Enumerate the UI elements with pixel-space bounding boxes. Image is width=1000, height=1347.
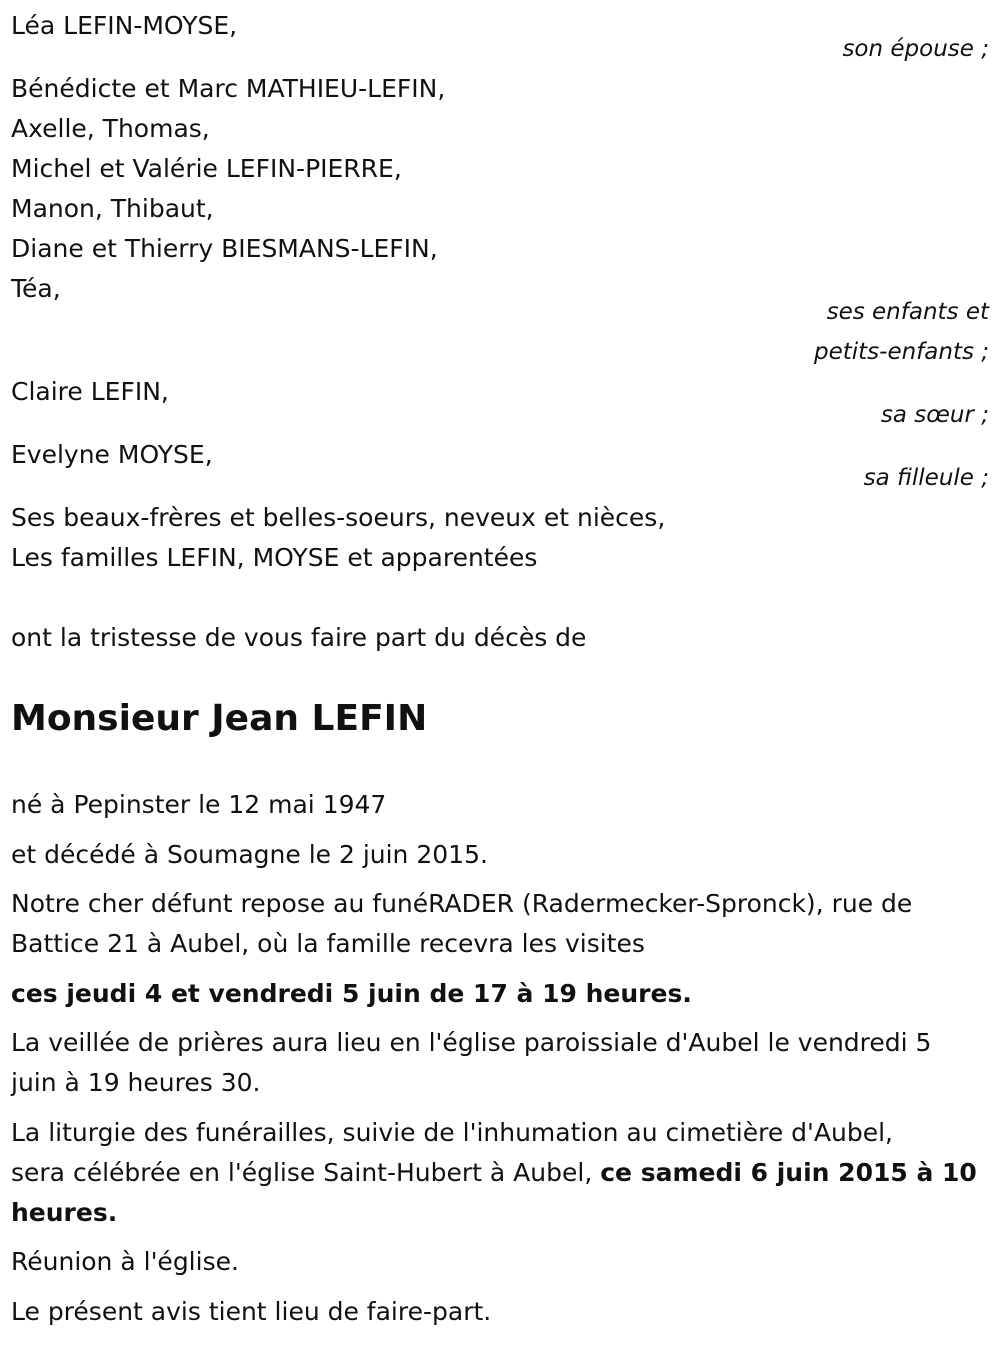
funeral-line <box>11 1158 977 1188</box>
death-line: et décédé à Soumagne le 2 juin 2015. <box>11 840 488 869</box>
announcement-text: ont la tristesse de vous faire part du décès de <box>11 623 587 652</box>
spouse-name: Léa LEFIN-MOYSE, <box>11 11 238 40</box>
funeral-line: La liturgie des funérailles, suivie de l'inhumation au cimetière d'Aubel, <box>11 1118 893 1147</box>
child-line: Bénédicte et Marc MATHIEU-LEFIN, <box>11 74 446 103</box>
notice-line: Le présent avis tient lieu de faire-part. <box>11 1297 492 1326</box>
sister-name: Claire LEFIN, <box>11 377 169 406</box>
children-role-line2: petits-enfants ; <box>813 339 989 365</box>
child-line: Diane et Thierry BIESMANS-LEFIN, <box>11 234 438 263</box>
visits-line: ces jeudi 4 et vendredi 5 juin de 17 à 19 heures. <box>11 979 692 1008</box>
children-role-line1: ses enfants et <box>826 299 989 325</box>
funeral-text: sera célébrée en l'église Saint-Hubert à Aubel, <box>11 1158 601 1187</box>
child-line: Michel et Valérie LEFIN-PIERRE, <box>11 154 402 183</box>
goddaughter-name: Evelyne MOYSE, <box>11 440 213 469</box>
relatives-line: Les familles LEFIN, MOYSE et apparentées <box>11 543 538 572</box>
meeting-line: Réunion à l'église. <box>11 1247 239 1276</box>
goddaughter-role: sa filleule ; <box>863 465 989 491</box>
spouse-role: son épouse ; <box>842 36 989 62</box>
deceased-name: Monsieur Jean LEFIN <box>11 698 428 739</box>
repose-line: Battice 21 à Aubel, où la famille recevra les visites <box>11 929 645 958</box>
repose-line: Notre cher défunt repose au funéRADER (Radermecker-Spronck), rue de <box>11 889 913 918</box>
vigil-line: La veillée de prières aura lieu en l'église paroissiale d'Aubel le vendredi 5 <box>11 1028 932 1057</box>
birth-line: né à Pepinster le 12 mai 1947 <box>11 790 387 819</box>
child-line: Axelle, Thomas, <box>11 114 210 143</box>
child-line: Téa, <box>11 274 61 303</box>
child-line: Manon, Thibaut, <box>11 194 214 223</box>
relatives-line: Ses beaux-frères et belles-soeurs, neveux et nièces, <box>11 503 666 532</box>
funeral-date: ce samedi 6 juin 2015 à 10 <box>600 1158 977 1187</box>
funeral-hour: heures. <box>11 1198 118 1227</box>
sister-role: sa sœur ; <box>880 402 989 428</box>
vigil-line: juin à 19 heures 30. <box>11 1068 261 1097</box>
